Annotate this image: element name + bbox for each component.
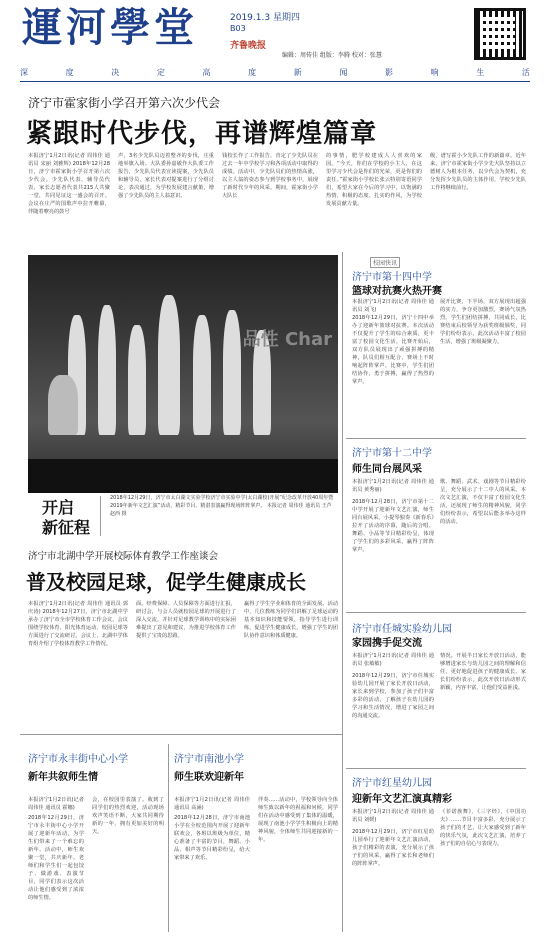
slogan-char: 闻 <box>339 67 348 77</box>
divider <box>346 438 526 439</box>
slogan-char: 生 <box>476 67 485 77</box>
beihu-column-3: 赢得了学生学业和体育的全面发展。活动中，几位教练为同学们讲解了足球运动的基本知识和技能要领，指导学生进行训练，促进学生健康成长，增强了学生的团队协作意识和体质健康。 <box>244 601 338 639</box>
s3-byline: 本报济宁1月2日讯(记者 周伟佳 通讯员 张敏敏) <box>352 653 434 667</box>
s3-title: 家园携手促交流 <box>352 638 422 649</box>
s3-subtitle: 济宁市任城实验幼儿园 <box>352 624 452 635</box>
s3-body: 2018年12月29日，济宁市任城实验幼儿园开展了家长开放日活动，家长来到学校，参加了孩子们丰富多彩的活动，了解孩子在幼儿园的学习和生活情况，增进了家园之间的沟通交流。 <box>352 673 434 719</box>
b-title: 师生联欢迎新年 <box>174 772 244 783</box>
s3-body-2: 情况。开展半日家长开放日活动，能够增进家长与幼儿园之间的理解和信任，更好地促进孩子的健康成长，家长们纷纷表示，此次开放日活动形式新颖，内容丰富，让他们受益匪浅。 <box>440 653 526 691</box>
divider <box>346 768 526 769</box>
masthead <box>0 0 550 64</box>
slogan-bar <box>0 64 550 80</box>
masthead-title: 運河學堂 <box>22 4 198 51</box>
divider <box>346 612 526 613</box>
issue-date: 2019.1.3 星期四 <box>230 13 300 23</box>
slogan-char: 高 <box>202 67 211 77</box>
s2-subtitle: 济宁市第十二中学 <box>352 448 432 459</box>
slogan-char: 影 <box>385 67 393 77</box>
lead-headline: 紧跟时代步伐，再谱辉煌篇章 <box>26 119 378 149</box>
b-byline: 本报济宁1月2日讯(记者 周伟佳 通讯员 高涵) <box>174 797 250 811</box>
b-subtitle: 济宁市南池小学 <box>174 754 244 765</box>
s2-body-2: 歌、舞蹈、武术、戏剧等节目精彩纷呈，充分展示了十二中人的风采。本次文艺汇演，不仅丰富了校园文化生活，还展现了师生的精神风貌，同学们纷纷表示，希望以后能多举办这样的活动。 <box>440 479 526 525</box>
slogan-char: 定 <box>156 67 165 77</box>
a-body-2: 会，在校园里表演了。收到了同学们的热烈欢迎，活动现场欢声笑语不断，大家共同期待新的一年，拥有更加美好的明天。 <box>92 797 164 835</box>
divider <box>20 81 530 82</box>
s4-subtitle: 济宁市红星幼儿园 <box>352 778 432 789</box>
s2-byline: 本报济宁1月2日讯(记者 周伟佳 通讯员 黄秀丽) <box>352 479 434 493</box>
stage-sign: 品性 Char <box>242 329 332 350</box>
s1-body-2: 展开比赛，下半场，双方展现出超强的实力，争夺更加激烈，赛场气氛热烈。学生们团结拼搏，共同成长，比赛结束后校领导为获奖班级颁奖，同学们纷纷表示，此次活动丰富了校园生活，增强了班级凝聚力。 <box>440 299 526 345</box>
a-subtitle: 济宁市永丰街中心小学 <box>28 754 128 765</box>
b-body: 2018年12月28日，济宁市南池小学在全校范围内开展了迎新年联欢会，各班以班级为单位，精心准备了丰富的节目，舞蹈、小品、相声等节目精彩纷呈，给大家带来了欢乐。 <box>174 815 250 861</box>
beihu-column-1: 本报济宁1月2日讯(记者 周伟佳 通讯员 郭庆涛) 2018年12月27日，济宁市北湖中学承办了济宁市全市学校体育工作会议，会议围绕学校体育、阳光体育运动、校园足球等方面进行了交流研讨。会议上，北湖中学体育组介绍了学校体育教学工作情况。 <box>28 601 128 647</box>
slogan-char: 深 <box>20 67 28 77</box>
lead-column-5: 级，谱写霍小少先队工作的新篇章。近年来，济宁市霍家街小学少先大队坚持以立德树人为根本任务，以少代会为契机，充分发挥少先队员的主体作用，学校少先队工作将继续前行。 <box>430 153 526 191</box>
lead-column-1: 本报济宁1月2日讯(记者 周伟佳 通讯员 宋丽 刘雅辉) 2018年12月28日，济宁市霍家街小学召开第六次少代会。少先队代表、辅导员代表、家长志愿者代表共215人共聚一堂，共同见证这一盛会的召开。会议在庄严的国歌声中拉开帷幕，伴随着嘹亮的鼓号 <box>28 153 110 215</box>
s1-byline: 本报济宁1月2日讯(记者 周伟佳 通讯员 刘飞) <box>352 299 434 313</box>
divider <box>168 744 169 932</box>
a-title: 新年共叙师生情 <box>28 772 98 783</box>
lead-column-2: 声，3名少先队员迈着整齐的步伐，庄重地举旗入场。大队委孙嘉敏作大队委工作报告，少先队员代表宣读提案，少先队员和辅导员、家长代表对提案进行了分组讨论，表决通过，为学校发展建言献策，增强了少先队员的主人翁意识。 <box>118 153 214 199</box>
s4-byline: 本报济宁1月2日讯(记者 周伟佳 通讯员 刘媛) <box>352 809 434 823</box>
performance-photo <box>28 255 338 493</box>
feature-title: 开启 新征程 <box>42 498 91 537</box>
a-body: 2018年12月29日，济宁市永丰街中心小学开展了迎新年活动，为学生们带来了一个难忘的新年。活动中，师生欢聚一堂，共庆新年。老师们和学生们一起包饺子、做游戏、表演节目，同学们表示这次活动让他们感受到了浓浓的师生情。 <box>28 815 84 901</box>
s4-body: 2018年12月29日，济宁市红星幼儿园举行了迎新年文艺汇演活动，孩子们精彩的表演，充分展示了孩子们的风采，赢得了家长和老师们的阵阵掌声。 <box>352 829 434 867</box>
lead-column-4: 的事情，肥学校建成人人喜欢的家园。“今天，你们在学校的小主人，在这里学习少代会是你们的光荣，更是你们的责任。”霍家街小学校长张云特别寄语同学们，希望大家在今后的学习中，以饱满的热情、积极的态度、扎实的作风，为学校发展贡献力量。 <box>326 153 422 207</box>
beihu-column-2: 面，经费保障、人员保障等方面进行汇报，研讨会，与会人员就校园足球的开展进行了深入交流，并针对足球教学训练中的实际困难提出了意见和建议，为推进学校体育工作提供了宝贵的思路。 <box>136 601 236 639</box>
s1-title: 篮球对抗赛火热开赛 <box>352 286 442 297</box>
s2-body: 2018年12月28日，济宁市第十二中学开展了迎新年文艺汇演，师生同台展风采。小提琴独奏《新春乐》拉开了活动的序幕，随后的合唱、舞蹈、小品等节目精彩纷呈，体现了学生们的多彩风采，赢得了阵阵掌声。 <box>352 499 434 553</box>
section-tag: 校园快讯 <box>370 257 400 268</box>
slogan-char: 决 <box>111 67 120 77</box>
lead-column-3: 钱校长作了工作报告，肯定了少先队员在过去一年中学校学习和各项活动中取得的成绩。活动中，少先队员们的热情高涨，以主人翁的姿态参与到学校事务中，展现了新时代少年的风采。期间，霍家街小学大队长 <box>222 153 318 199</box>
divider <box>342 252 343 932</box>
editor-credits: 编辑：周传佳 组版：李腾 校对：张慧 <box>282 52 382 59</box>
divider <box>20 734 342 735</box>
slogan-char: 度 <box>248 67 257 77</box>
page-number: B03 <box>230 24 246 33</box>
s4-title: 迎新年文艺汇演真精彩 <box>352 794 452 805</box>
slogan-char: 新 <box>293 67 302 77</box>
divider <box>100 496 101 536</box>
s1-subtitle: 济宁市第十四中学 <box>352 272 432 283</box>
lead-subtitle: 济宁市霍家街小学召开第六次少代会 <box>28 96 221 110</box>
slogan-char: 度 <box>65 67 74 77</box>
slogan-char: 响 <box>430 67 439 77</box>
slogan-char: 活 <box>521 67 530 77</box>
beihu-headline: 普及校园足球，促学生健康成长 <box>26 570 306 594</box>
qr-code-icon <box>474 8 526 60</box>
photo-caption: 2018年12月29日，济宁市太白湖文实验学校济宁市实验中学(太白湖校)开展“纪念改革开放40周年暨2019年新年文艺汇演”活动，精彩节目、精湛表演赢得现场阵阵掌声。 本报记者 周伟佳 通讯员 王芦 赵西 摄 <box>110 495 334 517</box>
b-body-2: 伴奏……活动中，学校领导向全体师生致以新年的祝福和问候，同学们在活动中感受到了集体的温暖，展现了南池小学学生积极向上的精神风貌，全体师生共同迎接新的一年。 <box>258 797 338 843</box>
s4-body-2: 《菲诺族舞》、《三字经》、《中国功夫》……节目丰富多彩，充分展示了孩子们的才艺，让大家感受到了新年的快乐气氛，此次文艺汇演，培养了孩子们的自信心与表现力。 <box>440 809 526 847</box>
brand-logo: 齐鲁晚报 <box>230 41 267 51</box>
s1-body: 2018年12月29日，济宁十四中举办了迎新年篮球对抗赛。本次活动不仅提升了学生的综合素质，更丰富了校园文化生活。比赛开始后，双方队员展现出了顽强拼搏的精神，队员们相互配合，赛场上不时响起阵阵掌声。比赛中，学生们团结协作，勇于拼搏，赢得了热烈的掌声。 <box>352 315 434 385</box>
a-byline: 本报济宁1月2日讯(记者 周伟佳 通讯员 霍娜) <box>28 797 84 811</box>
s2-title: 师生同台展风采 <box>352 464 422 475</box>
beihu-subtitle: 济宁市北湖中学开展校际体育教学工作座谈会 <box>28 551 219 562</box>
